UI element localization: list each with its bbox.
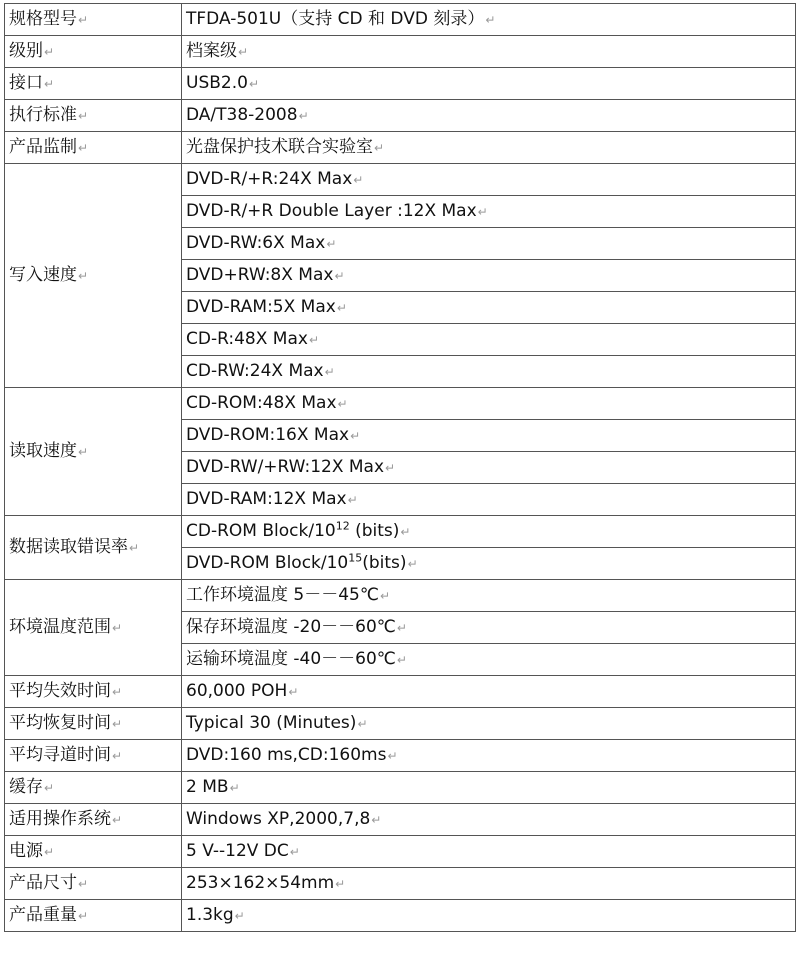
- table-row: [5, 4, 796, 36]
- return-mark-icon: ↵: [396, 621, 407, 635]
- spec-value-cell: [182, 4, 796, 36]
- spec-label: 接口: [9, 73, 43, 93]
- return-mark-icon: ↵: [485, 13, 496, 27]
- exponent: 15: [348, 551, 363, 565]
- spec-value-cell: [182, 132, 796, 164]
- table-row: [5, 100, 796, 132]
- spec-value: DVD-ROM:16X Max: [186, 425, 350, 445]
- return-mark-icon: ↵: [112, 749, 123, 763]
- table-row: [5, 676, 796, 708]
- spec-value: CD-ROM:48X Max: [186, 393, 337, 413]
- spec-value: DVD-RW/+RW:12X Max: [186, 457, 385, 477]
- return-mark-icon: ↵: [234, 909, 245, 923]
- spec-label-cell: [5, 740, 182, 772]
- table-row: [5, 772, 796, 804]
- spec-label: 规格型号: [9, 9, 77, 29]
- spec-value: TFDA-501U（支持 CD 和 DVD 刻录）: [186, 9, 485, 29]
- spec-label: 缓存: [9, 777, 43, 797]
- spec-value-cell: [182, 420, 796, 452]
- return-mark-icon: ↵: [357, 717, 368, 731]
- spec-label-cell: [5, 516, 182, 580]
- spec-value-cell: [182, 452, 796, 484]
- table-row: [5, 580, 796, 612]
- spec-value: DVD-ROM Block/10: [186, 553, 349, 573]
- return-mark-icon: ↵: [288, 685, 299, 699]
- return-mark-icon: ↵: [44, 77, 55, 91]
- spec-value-cell: [182, 68, 796, 100]
- return-mark-icon: ↵: [44, 45, 55, 59]
- return-mark-icon: ↵: [400, 525, 411, 539]
- table-row: [5, 868, 796, 900]
- spec-label-cell: [5, 708, 182, 740]
- spec-value-cell: [182, 548, 796, 580]
- return-mark-icon: ↵: [385, 461, 396, 475]
- spec-value: USB2.0: [186, 73, 248, 93]
- spec-value: Windows XP,2000,7,8: [186, 809, 371, 829]
- spec-value: 光盘保护技术联合实验室: [186, 137, 373, 157]
- spec-label-cell: [5, 580, 182, 676]
- exponent: 12: [335, 519, 350, 533]
- return-mark-icon: ↵: [308, 333, 320, 347]
- table-row: [5, 388, 796, 420]
- spec-label-cell: [5, 900, 182, 932]
- table-row: [5, 836, 796, 868]
- spec-label-cell: [5, 100, 182, 132]
- spec-label-cell: [5, 68, 182, 100]
- return-mark-icon: ↵: [129, 541, 140, 555]
- spec-value-cell: [182, 388, 796, 420]
- spec-label: 适用操作系统: [9, 809, 111, 829]
- spec-value: DVD-RW:6X Max: [186, 233, 326, 253]
- spec-value-cell: [182, 772, 796, 804]
- table-row: [5, 516, 796, 548]
- spec-value: DVD-R/+R Double Layer :12X Max: [186, 201, 477, 221]
- spec-value: 运输环境温度 -40－－60℃: [186, 649, 396, 669]
- spec-label-cell: [5, 132, 182, 164]
- return-mark-icon: ↵: [326, 237, 337, 251]
- spec-value-cell: [182, 612, 796, 644]
- spec-value: DVD:160 ms,CD:160ms: [186, 745, 387, 765]
- table-row: [5, 804, 796, 836]
- spec-label-cell: [5, 772, 182, 804]
- return-mark-icon: ↵: [353, 173, 364, 187]
- table-row: [5, 740, 796, 772]
- spec-value: DVD+RW:8X Max: [186, 265, 334, 285]
- return-mark-icon: ↵: [335, 877, 346, 891]
- return-mark-icon: ↵: [78, 877, 89, 891]
- spec-value: DVD-RAM:5X Max: [186, 297, 336, 317]
- spec-value: 2 MB: [186, 777, 229, 797]
- spec-value: Typical 30 (Minutes): [186, 713, 357, 733]
- spec-value-cell: [182, 900, 796, 932]
- return-mark-icon: ↵: [374, 141, 385, 155]
- spec-value: 60,000 POH: [186, 681, 288, 701]
- spec-value: 253×162×54mm: [186, 873, 335, 893]
- table-row: [5, 36, 796, 68]
- return-mark-icon: ↵: [347, 493, 358, 507]
- return-mark-icon: ↵: [248, 77, 259, 91]
- spec-value: 5 V--12V DC: [186, 841, 289, 861]
- spec-value: 档案级: [186, 41, 237, 61]
- spec-label-cell: [5, 676, 182, 708]
- spec-value-cell: [182, 516, 796, 548]
- spec-label: 产品尺寸: [9, 873, 77, 893]
- return-mark-icon: ↵: [44, 781, 55, 795]
- spec-label-cell: [5, 4, 182, 36]
- spec-value-cell: [182, 356, 796, 388]
- return-mark-icon: ↵: [387, 749, 398, 763]
- table-row: [5, 708, 796, 740]
- table-row: [5, 68, 796, 100]
- return-mark-icon: ↵: [337, 397, 348, 411]
- spec-value: 工作环境温度 5－－45℃: [186, 585, 379, 605]
- unit-suffix: (bits): [349, 521, 400, 541]
- spec-value-cell: [182, 100, 796, 132]
- return-mark-icon: ↵: [298, 109, 309, 123]
- return-mark-icon: ↵: [350, 429, 361, 443]
- spec-label-cell: [5, 868, 182, 900]
- return-mark-icon: ↵: [112, 685, 123, 699]
- spec-value-cell: [182, 196, 796, 228]
- spec-value: DVD-RAM:12X Max: [186, 489, 347, 509]
- spec-value-cell: [182, 484, 796, 516]
- return-mark-icon: ↵: [396, 653, 407, 667]
- spec-value: 1.3kg: [186, 905, 234, 925]
- spec-label-cell: [5, 804, 182, 836]
- spec-value: 保存环境温度 -20－－60℃: [186, 617, 396, 637]
- spec-value-cell: [182, 740, 796, 772]
- spec-value: CD-R:48X Max: [186, 329, 308, 349]
- spec-value-cell: [182, 868, 796, 900]
- return-mark-icon: ↵: [477, 205, 488, 219]
- return-mark-icon: ↵: [324, 365, 335, 379]
- spec-label: 写入速度: [9, 265, 77, 285]
- return-mark-icon: ↵: [44, 845, 55, 859]
- return-mark-icon: ↵: [289, 845, 300, 859]
- spec-label-cell: [5, 388, 182, 516]
- table-row: [5, 900, 796, 932]
- spec-label: 级别: [9, 41, 43, 61]
- spec-label: 平均失效时间: [9, 681, 111, 701]
- return-mark-icon: ↵: [379, 589, 391, 603]
- spec-label: 平均恢复时间: [9, 713, 111, 733]
- spec-label-cell: [5, 836, 182, 868]
- table-row: [5, 132, 796, 164]
- spec-value-cell: [182, 804, 796, 836]
- return-mark-icon: ↵: [238, 45, 249, 59]
- return-mark-icon: ↵: [78, 269, 89, 283]
- spec-table-body: [5, 4, 796, 932]
- return-mark-icon: ↵: [78, 141, 89, 155]
- spec-value: DVD-R/+R:24X Max: [186, 169, 353, 189]
- return-mark-icon: ↵: [407, 557, 418, 571]
- return-mark-icon: ↵: [112, 717, 123, 731]
- spec-label: 平均寻道时间: [9, 745, 111, 765]
- spec-label: 环境温度范围: [9, 617, 111, 637]
- spec-label: 读取速度: [9, 441, 77, 461]
- spec-value-cell: [182, 164, 796, 196]
- spec-table: [4, 3, 796, 932]
- spec-value-cell: [182, 36, 796, 68]
- unit-suffix: (bits): [362, 553, 407, 573]
- spec-label: 电源: [9, 841, 43, 861]
- return-mark-icon: ↵: [78, 445, 89, 459]
- return-mark-icon: ↵: [78, 13, 89, 27]
- spec-value-cell: [182, 644, 796, 676]
- table-row: [5, 164, 796, 196]
- spec-value-cell: [182, 260, 796, 292]
- spec-value: CD-RW:24X Max: [186, 361, 324, 381]
- return-mark-icon: ↵: [229, 781, 240, 795]
- spec-label: 数据读取错误率: [9, 537, 128, 557]
- spec-value-cell: [182, 228, 796, 260]
- spec-label-cell: [5, 36, 182, 68]
- spec-label: 产品重量: [9, 905, 77, 925]
- spec-value-cell: [182, 708, 796, 740]
- spec-value-cell: [182, 676, 796, 708]
- return-mark-icon: ↵: [78, 109, 89, 123]
- spec-value-cell: [182, 836, 796, 868]
- spec-value: DA/T38-2008: [186, 105, 298, 125]
- spec-label: 执行标准: [9, 105, 77, 125]
- return-mark-icon: ↵: [78, 909, 89, 923]
- spec-value-cell: [182, 292, 796, 324]
- return-mark-icon: ↵: [112, 813, 123, 827]
- return-mark-icon: ↵: [371, 813, 382, 827]
- spec-label-cell: [5, 164, 182, 388]
- spec-value: CD-ROM Block/10: [186, 521, 336, 541]
- return-mark-icon: ↵: [112, 621, 123, 635]
- spec-value-cell: [182, 324, 796, 356]
- return-mark-icon: ↵: [334, 269, 345, 283]
- return-mark-icon: ↵: [336, 301, 347, 315]
- spec-value-cell: [182, 580, 796, 612]
- spec-label: 产品监制: [9, 137, 77, 157]
